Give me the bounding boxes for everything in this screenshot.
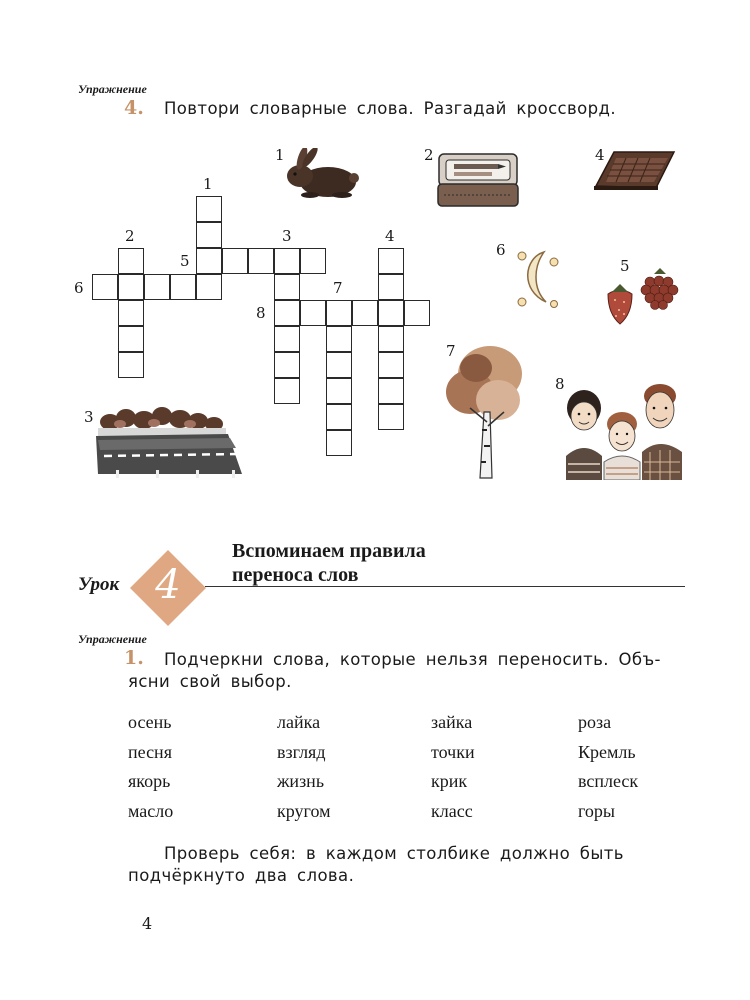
strawberry-raspberry-icon xyxy=(602,264,682,328)
clue-number: 2 xyxy=(125,227,135,245)
exercise-instruction-line2: ясни свой выбор. xyxy=(128,672,292,691)
crossword-cell[interactable] xyxy=(300,300,326,326)
crossword-cell[interactable] xyxy=(92,274,118,300)
clue-number: 4 xyxy=(385,227,395,245)
family-icon xyxy=(560,378,684,480)
lesson-number: 4 xyxy=(155,562,181,608)
clue-number: 6 xyxy=(74,279,84,297)
crossword-cell[interactable] xyxy=(118,248,144,274)
picture-number: 5 xyxy=(620,257,630,275)
check-text-line1: Проверь себя: в каждом столбике должно быть xyxy=(164,844,624,863)
crossword-cell[interactable] xyxy=(404,300,430,326)
word-item[interactable]: масло xyxy=(128,801,174,821)
crossword-cell[interactable] xyxy=(196,274,222,300)
crossword-cell[interactable] xyxy=(144,274,170,300)
crossword-cell[interactable] xyxy=(274,248,300,274)
crossword-cell[interactable] xyxy=(326,326,352,352)
crossword-cell[interactable] xyxy=(326,378,352,404)
word-item[interactable]: точки xyxy=(431,742,475,762)
lesson-divider xyxy=(205,586,685,587)
word-item[interactable]: класс xyxy=(431,801,473,821)
word-item[interactable]: крик xyxy=(431,771,468,791)
crossword-cell[interactable] xyxy=(196,222,222,248)
exercise-label: Упражнение xyxy=(78,632,147,646)
moon-icon xyxy=(510,246,564,310)
crossword-cell[interactable] xyxy=(326,300,352,326)
exercise-number: 4. xyxy=(124,97,144,119)
word-item[interactable]: жизнь xyxy=(277,771,325,791)
crossword-cell[interactable] xyxy=(378,404,404,430)
exercise-number: 1. xyxy=(124,647,144,669)
lesson-badge xyxy=(128,548,208,628)
crossword-cell[interactable] xyxy=(274,326,300,352)
crossword-cell[interactable] xyxy=(378,300,404,326)
crossword-cell[interactable] xyxy=(118,274,144,300)
crossword-cell[interactable] xyxy=(118,352,144,378)
exercise-instruction-line1: Подчеркни слова, которые нельзя переносить. Объ- xyxy=(164,650,661,669)
picture-number: 7 xyxy=(446,342,456,360)
picture-number: 3 xyxy=(84,408,94,426)
exercise-instruction: Повтори словарные слова. Разгадай кроссворд. xyxy=(164,99,616,118)
clue-number: 8 xyxy=(256,304,266,322)
crossword-cell[interactable] xyxy=(378,274,404,300)
picture-number: 8 xyxy=(555,375,565,393)
lesson-title-line2: переноса слов xyxy=(232,564,359,586)
crossword-cell[interactable] xyxy=(248,248,274,274)
road-icon xyxy=(96,404,244,480)
clue-number: 5 xyxy=(180,252,190,270)
birch-tree-icon xyxy=(440,342,526,480)
crossword-cell[interactable] xyxy=(274,378,300,404)
crossword-cell[interactable] xyxy=(326,404,352,430)
word-item[interactable]: горы xyxy=(578,801,616,821)
picture-number: 2 xyxy=(424,146,434,164)
page-number: 4 xyxy=(142,914,153,933)
picture-number: 1 xyxy=(275,146,285,164)
crossword-cell[interactable] xyxy=(118,300,144,326)
clue-number: 3 xyxy=(282,227,292,245)
word-item[interactable]: Кремль xyxy=(578,742,636,762)
crossword-cell[interactable] xyxy=(378,326,404,352)
picture-number: 6 xyxy=(496,241,506,259)
check-text-line2: подчёркнуто два слова. xyxy=(128,866,355,885)
crossword-cell[interactable] xyxy=(196,248,222,274)
crossword-cell[interactable] xyxy=(300,248,326,274)
lesson-title-line1: Вспоминаем правила xyxy=(232,540,426,562)
word-item[interactable]: якорь xyxy=(128,771,171,791)
crossword-cell[interactable] xyxy=(378,352,404,378)
word-item[interactable]: взгляд xyxy=(277,742,326,762)
word-item[interactable]: лайка xyxy=(277,712,321,732)
clue-number: 1 xyxy=(203,175,213,193)
word-item[interactable]: осень xyxy=(128,712,172,732)
crossword-cell[interactable] xyxy=(274,352,300,378)
word-item[interactable]: всплеск xyxy=(578,771,639,791)
crossword-cell[interactable] xyxy=(326,352,352,378)
crossword-cell[interactable] xyxy=(274,300,300,326)
crossword-cell[interactable] xyxy=(326,430,352,456)
crossword-cell[interactable] xyxy=(222,248,248,274)
crossword-cell[interactable] xyxy=(352,300,378,326)
crossword-cell[interactable] xyxy=(274,274,300,300)
word-item[interactable]: зайка xyxy=(431,712,473,732)
exercise-label: Упражнение xyxy=(78,82,147,96)
crossword-cell[interactable] xyxy=(378,248,404,274)
rabbit-icon xyxy=(280,148,362,202)
crossword-cell[interactable] xyxy=(118,326,144,352)
word-item[interactable]: роза xyxy=(578,712,612,732)
chocolate-bar-icon xyxy=(592,148,676,194)
word-item[interactable]: песня xyxy=(128,742,172,762)
crossword-cell[interactable] xyxy=(378,378,404,404)
crossword-cell[interactable] xyxy=(170,274,196,300)
pencil-case-icon xyxy=(436,150,521,210)
clue-number: 7 xyxy=(333,279,343,297)
picture-number: 4 xyxy=(595,146,605,164)
lesson-label: Урок xyxy=(78,574,120,595)
word-item[interactable]: кругом xyxy=(277,801,331,821)
crossword-cell[interactable] xyxy=(196,196,222,222)
